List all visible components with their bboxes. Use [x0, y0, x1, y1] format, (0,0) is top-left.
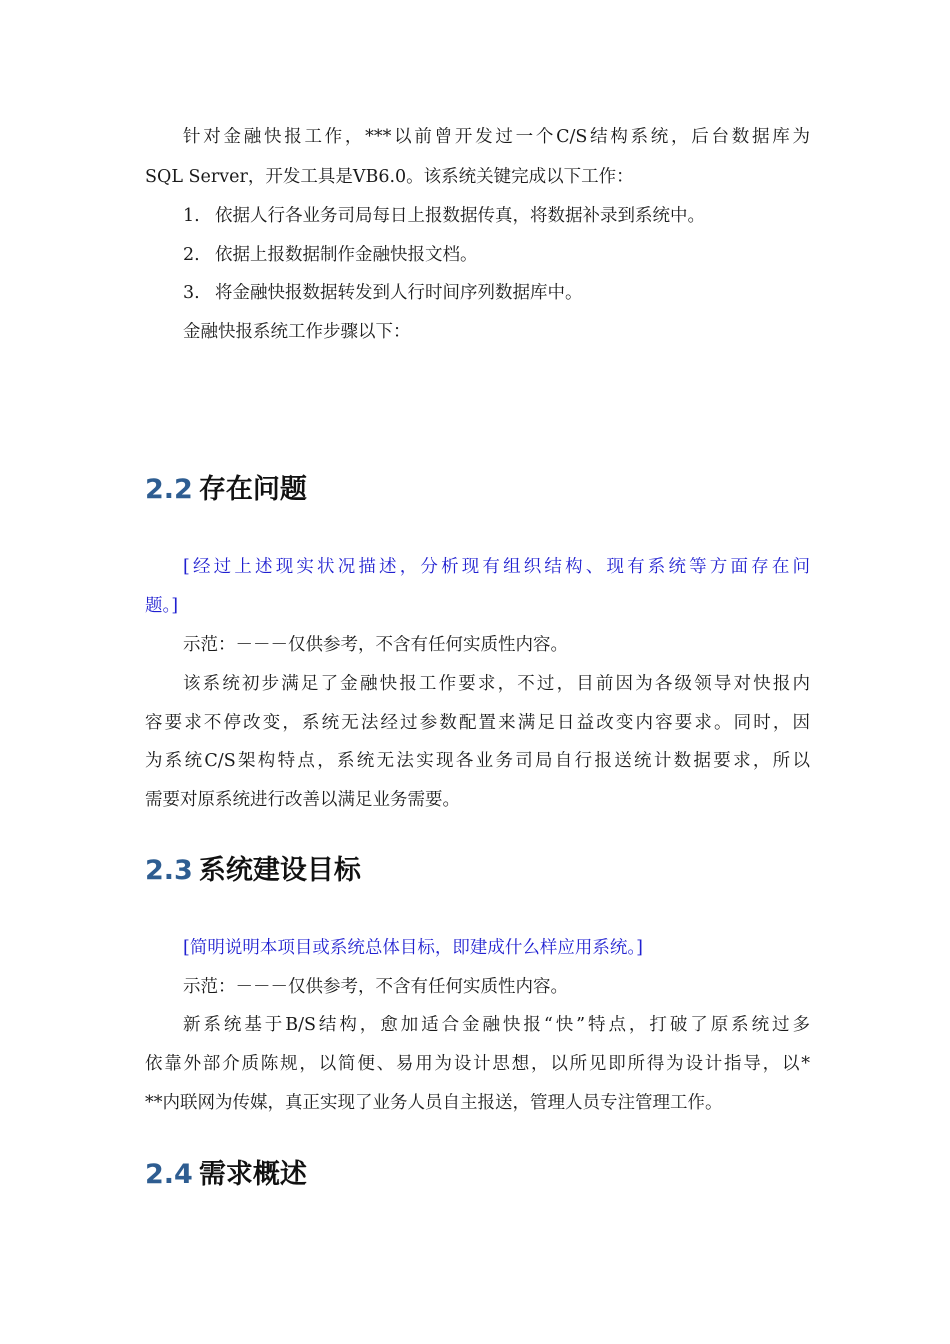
list-item-number: 2. [183, 245, 200, 265]
section-title: 存在问题 [198, 474, 307, 505]
list-item-text: 依据人行各业务司局每日上报数据传真，将数据补录到系统中。 [215, 206, 705, 226]
section-title: 系统建设目标 [198, 855, 361, 886]
demo-disclaimer: 示范：－－－仅供参考，不含有任何实质性内容。 [183, 635, 568, 655]
section-number: 2.4 [145, 1159, 193, 1190]
body-line: 新系统基于B/S结构，愈加适合金融快报“快”特点，打破了原系统过多 [183, 1015, 810, 1035]
section-heading-2-4 [145, 1158, 307, 1192]
intro-line-2: SQL Server，开发工具是VB6.0。该系统关键完成以下工作： [145, 167, 634, 187]
section-heading-2-2 [145, 473, 307, 507]
body-line: **内联网为传媒，真正实现了业务人员自主报送，管理人员专注管理工作。 [145, 1093, 723, 1113]
list-item-text: 依据上报数据制作金融快报文档。 [215, 245, 478, 265]
body-line: 为系统C/S架构特点，系统无法实现各业务司局自行报送统计数据要求，所以 [145, 751, 810, 771]
body-line: 需要对原系统进行改善以满足业务需要。 [145, 790, 460, 810]
section-title: 需求概述 [198, 1159, 307, 1190]
section-note-line-2: 题。] [145, 596, 179, 616]
section-number: 2.3 [145, 855, 193, 886]
body-line: 依靠外部介质陈规，以简便、易用为设计思想，以所见即所得为设计指导，以* [145, 1054, 810, 1074]
body-line: 容要求不停改变，系统无法经过参数配置来满足日益改变内容要求。同时，因 [145, 713, 810, 733]
list-item-number: 1. [183, 206, 200, 226]
section-note-line-1: [经过上述现实状况描述，分析现有组织结构、现有系统等方面存在问 [183, 557, 810, 577]
list-item-number: 3. [183, 283, 200, 303]
steps-intro: 金融快报系统工作步骤以下： [183, 322, 411, 342]
intro-line-1: 针对金融快报工作，***以前曾开发过一个C/S结构系统，后台数据库为 [183, 127, 810, 147]
section-number: 2.2 [145, 474, 193, 505]
section-note: [简明说明本项目或系统总体目标，即建成什么样应用系统。] [183, 938, 643, 958]
list-item-text: 将金融快报数据转发到人行时间序列数据库中。 [215, 283, 583, 303]
demo-disclaimer: 示范：－－－仅供参考，不含有任何实质性内容。 [183, 977, 568, 997]
section-heading-2-3 [145, 854, 361, 888]
body-line: 该系统初步满足了金融快报工作要求，不过，目前因为各级领导对快报内 [183, 674, 810, 694]
